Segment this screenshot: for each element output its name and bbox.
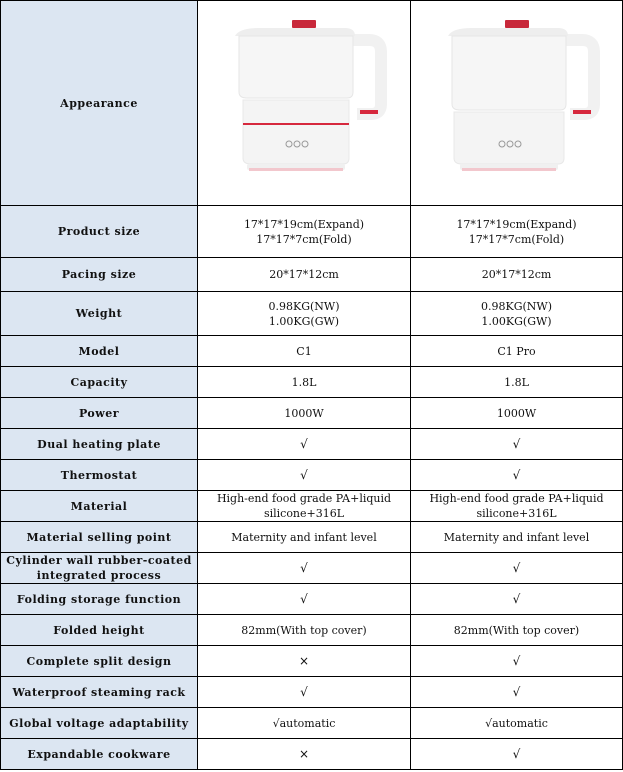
value-text: 82mm(With top cover) [453,623,580,637]
c1-value-cell [198,739,411,770]
value-text: High-end food grade PA+liquid [429,492,604,505]
spec-row [1,292,623,336]
c1-pro-value-cell [411,429,623,460]
check-mark: √ [512,467,521,482]
c1-pro-value-cell [411,553,623,584]
value-text: silicone+316L [476,507,557,520]
check-mark: √ [512,684,521,699]
c1-pro-value-cell [411,292,623,336]
spec-row [1,522,623,553]
check-mark: √ [300,560,308,575]
c1-pro-value-cell [411,615,623,646]
c1-pro-value-cell [411,708,623,739]
value-text: Maternity and infant level [231,530,377,544]
value-text: C1 [296,344,312,358]
value-text: 20*17*12cm [481,268,552,281]
c1-pro-value-cell [411,739,623,770]
row-label: Product size [1,206,198,258]
c1-pro-value-cell [411,491,623,522]
row-label: Cylinder wall rubber-coated integrated process [1,553,198,584]
c1-pro-value-cell [411,460,623,491]
check-mark: √ [512,746,521,761]
c1-pro-value-cell [411,677,623,708]
value-text: √automatic [272,716,336,730]
spec-row [1,677,623,708]
value-text: 17*17*19cm(Expand) [243,217,365,231]
c1-value-cell [198,292,411,336]
spec-row [1,708,623,739]
value-text: High-end food grade PA+liquid [216,492,392,505]
value-text: 1000W [496,406,537,420]
value-text: 17*17*7cm(Fold) [256,232,352,246]
row-label: Thermostat [1,460,198,491]
c1-value-cell [198,522,411,553]
row-label: Material [1,491,198,522]
c1-value-cell [198,708,411,739]
check-mark: √ [300,684,308,699]
c1-value-cell [198,553,411,584]
spec-row [1,460,623,491]
spec-row [1,258,623,292]
c1-value-cell [198,206,411,258]
c1-pro-value-cell [411,258,623,292]
row-label: Capacity [1,367,198,398]
row-label: Material selling point [1,522,198,553]
c1-pro-value-cell [411,336,623,367]
c1-value-cell [198,615,411,646]
value-text: 1.00KG(GW) [481,314,552,328]
row-label: Complete split design [1,646,198,677]
value-text: C1 Pro [497,344,536,358]
c1-value-cell [198,677,411,708]
value-text: 0.98KG(NW) [480,299,552,313]
c1-value-cell [198,367,411,398]
c1-value-cell [198,398,411,429]
row-label: Folding storage function [1,584,198,615]
c1-pro-value-cell [411,367,623,398]
row-label: Expandable cookware [1,739,198,770]
spec-row [1,367,623,398]
c1-value-cell [198,646,411,677]
c1-pro-value-cell [411,522,623,553]
spec-row [1,646,623,677]
value-text: 20*17*12cm [269,268,339,281]
c1-value-cell [198,491,411,522]
cross-mark: × [298,746,310,761]
check-mark: √ [300,591,308,606]
check-mark: √ [512,591,521,606]
row-label: Global voltage adaptability [1,708,198,739]
row-label: Waterproof steaming rack [1,677,198,708]
cross-mark: × [298,653,310,668]
c1-value-cell [198,460,411,491]
row-label: Pacing size [1,258,198,292]
spec-row [1,615,623,646]
c1-pro-value-cell [411,206,623,258]
product-image-cell [198,1,411,206]
spec-row [1,398,623,429]
kettle-c1-icon [219,18,389,188]
check-mark: √ [512,436,521,451]
spec-row [1,739,623,770]
row-label: Power [1,398,198,429]
spec-row [1,429,623,460]
value-text: Maternity and infant level [443,530,590,544]
check-mark: √ [300,467,308,482]
value-text: 17*17*7cm(Fold) [468,232,565,246]
value-text: 82mm(With top cover) [241,623,367,637]
spec-row [1,336,623,367]
row-label: Folded height [1,615,198,646]
value-text: 17*17*19cm(Expand) [456,217,577,231]
product-image-cell [411,1,623,206]
row-label: Appearance [1,1,198,206]
kettle-c1-pro-icon [432,18,602,188]
check-mark: √ [512,653,521,668]
row-label: Model [1,336,198,367]
value-text: √automatic [485,716,548,730]
appearance-row [1,1,623,206]
value-text: silicone+316L [263,507,345,520]
value-text: 1.8L [504,375,529,389]
c1-value-cell [198,336,411,367]
c1-pro-value-cell [411,584,623,615]
c1-value-cell [198,429,411,460]
row-label: Weight [1,292,198,336]
c1-value-cell [198,584,411,615]
check-mark: √ [512,560,521,575]
spec-row [1,206,623,258]
value-text: 0.98KG(NW) [268,299,340,313]
check-mark: √ [300,436,308,451]
row-label: Dual heating plate [1,429,198,460]
value-text: 1.00KG(GW) [268,314,340,328]
spec-row [1,553,623,584]
value-text: 1.8L [291,375,317,389]
value-text: 1000W [284,406,324,420]
spec-row [1,491,623,522]
c1-pro-value-cell [411,398,623,429]
spec-row [1,584,623,615]
c1-value-cell [198,258,411,292]
c1-pro-value-cell [411,646,623,677]
